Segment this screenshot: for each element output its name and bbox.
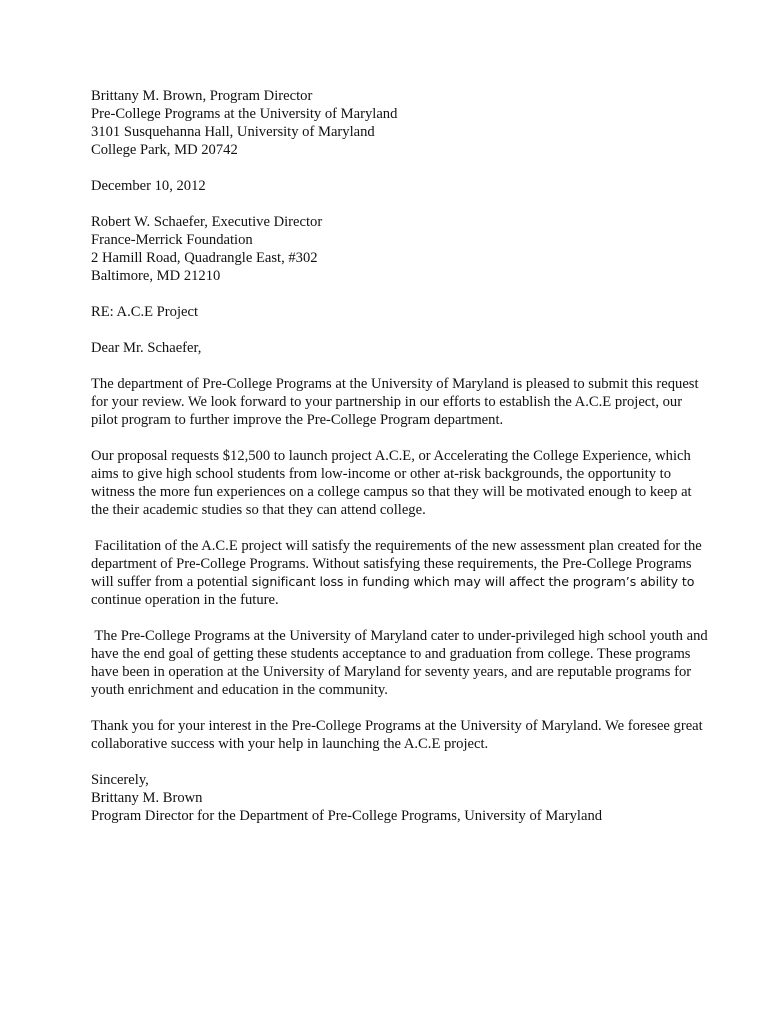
paragraph-line: have been in operation at the University of Maryland for seventy years, and are reputable programs for (91, 664, 692, 680)
paragraph-line: Our proposal requests $12,500 to launch project A.C.E, or Accelerating the College Experience, which (91, 448, 691, 464)
recipient-city-line: Baltimore, MD 21210 (91, 268, 221, 284)
sender-address (91, 87, 691, 159)
paragraph-line: for your review. We look forward to your partnership in our efforts to establish the A.C.E project, our (91, 394, 683, 410)
recipient-street-line: 2 Hamill Road, Quadrangle East, #302 (91, 250, 318, 266)
paragraph-line: pilot program to further improve the Pre-College Program department. (91, 412, 504, 428)
letter-date: December 10, 2012 (91, 178, 206, 194)
paragraph-line: witness the more fun experiences on a college campus so that they will be motivated enough to keep at (91, 484, 692, 500)
paragraph-line: Facilitation of the A.C.E project will satisfy the requirements of the new assessment plan created for the (91, 538, 702, 554)
recipient-org-line: France-Merrick Foundation (91, 232, 253, 248)
body-paragraph-4 (91, 627, 708, 699)
body-paragraph-5 (91, 717, 703, 753)
closing-block (91, 771, 691, 825)
paragraph-line: The department of Pre-College Programs at the University of Maryland is pleased to submit this request (91, 376, 699, 392)
signer-title: Program Director for the Department of Pre-College Programs, University of Maryland (91, 808, 603, 824)
paragraph-line: the their academic studies so that they can attend college. (91, 502, 426, 518)
signer-name: Brittany M. Brown (91, 790, 203, 806)
recipient-name-line: Robert W. Schaefer, Executive Director (91, 214, 323, 230)
body-paragraph-1 (91, 375, 699, 429)
paragraph-line: aims to give high school students from low-income or other at-risk backgrounds, the opportunity to (91, 466, 672, 482)
sender-name-line: Brittany M. Brown, Program Director (91, 88, 313, 104)
sender-city-line: College Park, MD 20742 (91, 142, 238, 158)
paragraph-segment: will suffer from a potential (91, 574, 252, 590)
paragraph-line: youth enrichment and education in the community. (91, 682, 388, 698)
paragraph-line: department of Pre-College Programs. Without satisfying these requirements, the Pre-College Programs (91, 556, 692, 572)
paragraph-line: continue operation in the future. (91, 592, 279, 608)
body-paragraph-3 (91, 537, 702, 609)
subject-line-block (91, 303, 691, 321)
salutation-block (91, 339, 691, 357)
paragraph-line: collaborative success with your help in launching the A.C.E project. (91, 736, 489, 752)
paragraph-line: Thank you for your interest in the Pre-College Programs at the University of Maryland. We foresee great (91, 718, 703, 734)
valediction: Sincerely, (91, 772, 149, 788)
salutation: Dear Mr. Schaefer, (91, 340, 202, 356)
subject-line: RE: A.C.E Project (91, 304, 199, 320)
body-paragraph-2 (91, 447, 691, 519)
sender-org-line: Pre-College Programs at the University of Maryland (91, 106, 398, 122)
paragraph-segment-alt-font: significant loss in funding which may will affect the program’s ability to (251, 574, 695, 589)
recipient-address (91, 213, 691, 285)
sender-street-line: 3101 Susquehanna Hall, University of Maryland (91, 124, 375, 140)
letter-page (91, 87, 708, 825)
paragraph-line: have the end goal of getting these students acceptance to and graduation from college. These programs (91, 646, 691, 662)
letter-date-block (91, 177, 691, 195)
paragraph-line-mixed-font (91, 573, 695, 591)
paragraph-line: The Pre-College Programs at the University of Maryland cater to under-privileged high school youth and (91, 628, 708, 644)
